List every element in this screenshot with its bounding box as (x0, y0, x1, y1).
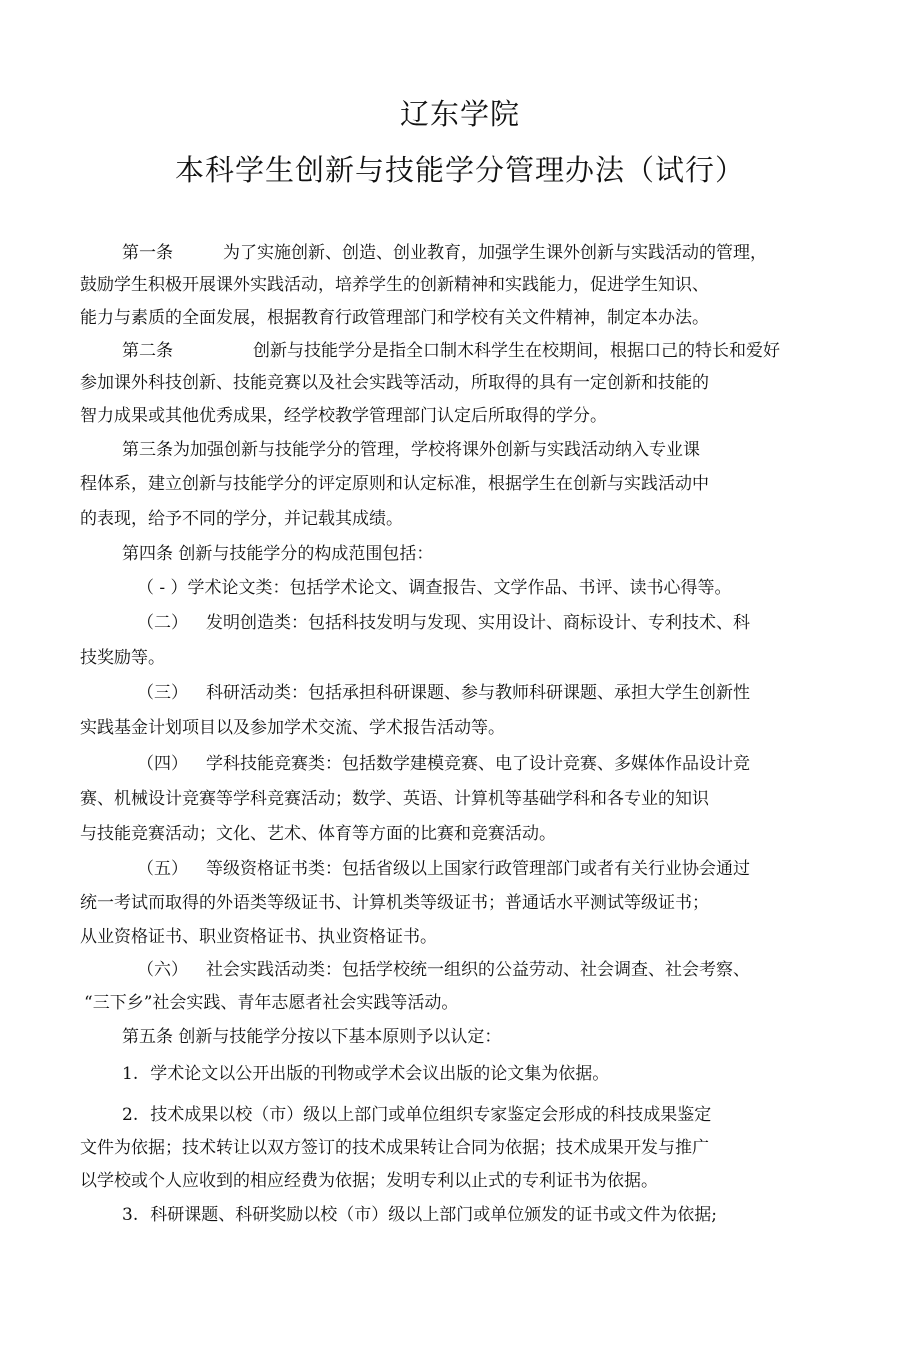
category-5-line-2: 统一考试而取得的外语类等级证书、计算机类等级证书；普通话水平测试等级证书； (80, 893, 709, 913)
rule-3-text: 科研课题、科研奖励以校（市）级以上部门或单位颁发的证书或文件为依据; (150, 1205, 717, 1225)
rule-3-line-1 (122, 1203, 717, 1227)
rule-1-number: 1. (122, 1064, 139, 1084)
category-3-line-2: 实践基金计划项目以及参加学术交流、学术报告活动等。 (80, 718, 505, 738)
rule-2-line-1 (122, 1103, 711, 1127)
category-2-text: 发明创造类：包括科技发明与发现、实用设计、商标设计、专利技术、科 (206, 613, 750, 633)
category-6-line-2: “三下乡”社会实践、青年志愿者社会实践等活动。 (84, 993, 459, 1013)
category-1-line-1: （ - ）学术论文类：包括学术论文、调查报告、文学作品、书评、读书心得等。 (137, 578, 732, 598)
article-1-label: 第一条 (122, 243, 173, 263)
category-5-label: （五） (137, 859, 188, 879)
article-3-line-3: 的表现，给予不同的学分，并记载其成绩。 (80, 509, 403, 529)
category-6-label: （六） (137, 960, 188, 980)
article-3-line-2: 程体系，建立创新与技能学分的评定原则和认定标准，根据学生在创新与实践活动中 (80, 474, 709, 494)
rule-2-line-2: 文件为依据；技术转让以双方签订的技术成果转让合同为依据；技术成果开发与推广 (80, 1138, 709, 1158)
category-5-line-1 (137, 857, 750, 881)
article-2-line-3: 智力成果或其他优秀成果，经学校教学管理部门认定后所取得的学分。 (80, 406, 607, 426)
category-4-line-3: 与技能竞赛活动；文化、艺术、体育等方面的比赛和竞赛活动。 (80, 824, 556, 844)
category-4-line-1 (137, 752, 750, 776)
category-2-label: （二） (137, 613, 188, 633)
document-title-institution: 辽东学院 (399, 97, 520, 131)
category-6-text: 社会实践活动类：包括学校统一组织的公益劳动、社会调查、社会考察、 (206, 960, 750, 980)
article-2-label: 第二条 (122, 341, 173, 361)
rule-1-line-1 (122, 1062, 609, 1086)
category-3-label: （三） (137, 683, 188, 703)
article-3-line-1: 第三条为加强创新与技能学分的管理，学校将课外创新与实践活动纳入专业课 (122, 440, 700, 460)
category-6-line-1 (137, 958, 750, 982)
category-2-line-1 (137, 611, 750, 635)
article-4-line-1: 第四条 创新与技能学分的构成范围包括： (122, 544, 434, 564)
document-title-regulation: 本科学生创新与技能学分管理办法（试行） (174, 153, 745, 187)
category-3-text: 科研活动类：包括承担科研课题、参与教师科研课题、承担大学生创新性 (206, 683, 750, 703)
article-2-line-1 (122, 339, 780, 363)
category-2-line-2: 技奖励等。 (80, 648, 165, 668)
rule-2-line-3: 以学校或个人应收到的相应经费为依据；发明专利以止式的专利证书为依据。 (80, 1171, 658, 1191)
article-1-text: 为了实施创新、创造、创业教育，加强学生课外创新与实践活动的管理， (223, 243, 767, 263)
category-4-line-2: 赛、机械设计竞赛等学科竞赛活动；数学、英语、计算机等基础学科和各专业的知识 (80, 789, 709, 809)
category-5-line-3: 从业资格证书、职业资格证书、执业资格证书。 (80, 927, 437, 947)
rule-2-text: 技术成果以校（市）级以上部门或单位组织专家鉴定会形成的科技成果鉴定 (150, 1105, 712, 1125)
article-5-line-1: 第五条 创新与技能学分按以下基本原则予以认定： (122, 1027, 502, 1047)
category-5-text: 等级资格证书类：包括省级以上国家行政管理部门或者有关行业协会通过 (206, 859, 750, 879)
rule-2-number: 2. (122, 1105, 139, 1125)
article-1-line-1 (122, 241, 767, 265)
rule-3-number: 3. (122, 1205, 139, 1225)
category-4-text: 学科技能竞赛类：包括数学建模竞赛、电了设计竞赛、多媒体作品设计竞 (206, 754, 750, 774)
article-1-line-3: 能力与素质的全面发展，根据教育行政管理部门和学校有关文件精神，制定本办法。 (80, 308, 709, 328)
rule-1-text: 学术论文以公开出版的刊物或学术会议出版的论文集为依据。 (150, 1064, 610, 1084)
category-3-line-1 (137, 681, 750, 705)
article-2-line-2: 参加课外科技创新、技能竞赛以及社会实践等活动，所取得的具有一定创新和技能的 (80, 373, 709, 393)
article-2-text: 创新与技能学分是指全口制木科学生在校期间，根据口己的特长和爱好 (253, 341, 780, 361)
article-1-line-2: 鼓励学生积极开展课外实践活动，培养学生的创新精神和实践能力，促进学生知识、 (80, 275, 709, 295)
category-4-label: （四） (137, 754, 188, 774)
